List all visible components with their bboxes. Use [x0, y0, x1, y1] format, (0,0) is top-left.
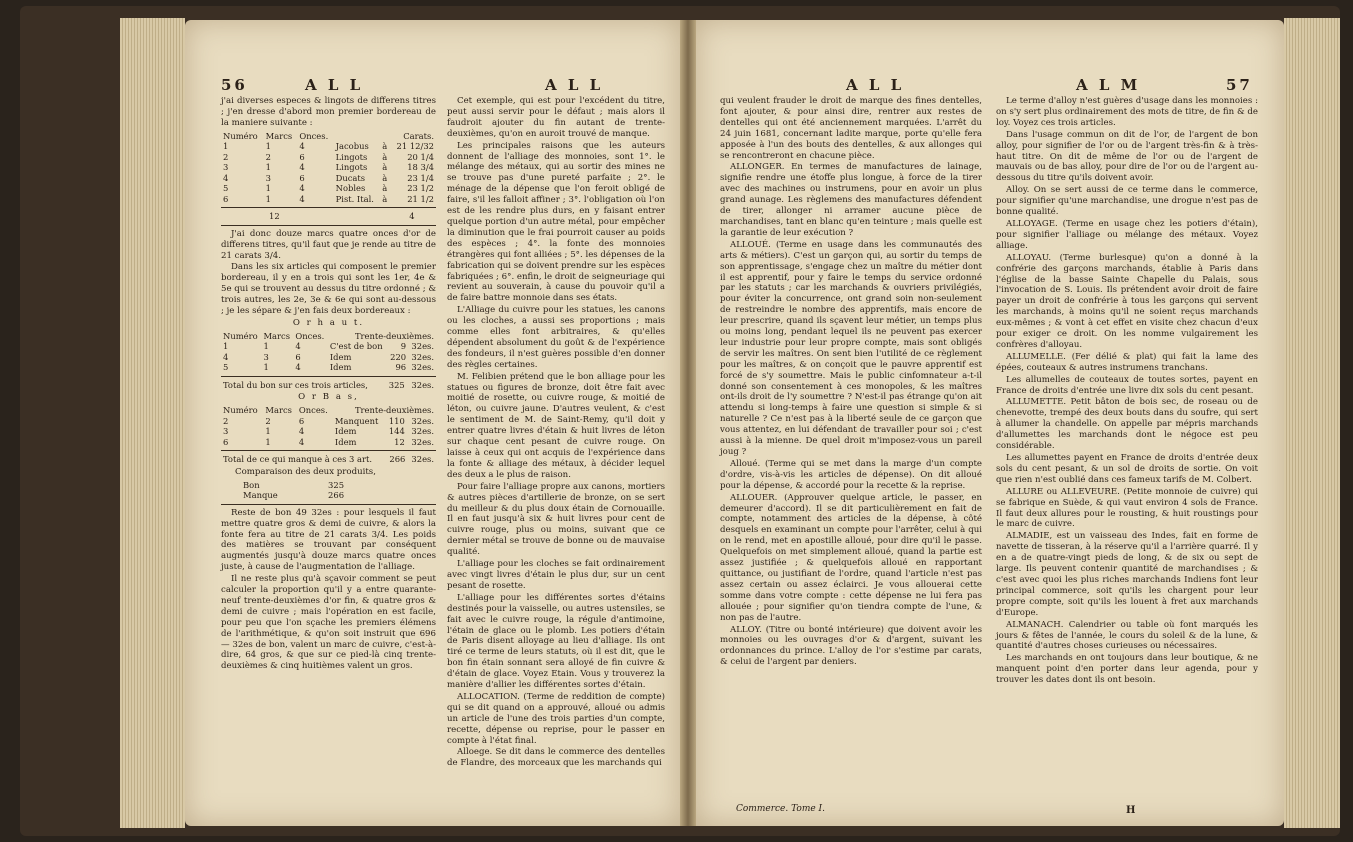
table-cell: 4: [299, 193, 305, 204]
table-cell: 6: [299, 151, 305, 162]
col-header: Onces.: [299, 130, 329, 141]
paragraph: Les principales raisons que les auteurs donnent de l'alliage des monnoies, sont 1°. le mélange des métaux, qui au sortir des mines ne se trouve pas d'une pureté parfaite ; 2°. le ménage de la dépense que l'on feroit obligé de faire, s'il les falloit affiner ; 3°. l'obligation où l'on est de les rendre plus durs, en y faisant entrer quelque portion d'un autre métal, pour empêcher la diminution que le frai pourroit causer au poids des espèces ; 4°. la fonte des monnoies étrangères qui font alliées ; 5°. les dépenses de la fabrication qui se doivent prendre sur les espèces fabriquées ; 6°. enfin, le droit de seigneuriage qui revient au souverain, à cause du pouvoir qu'il a de faire battre monnoie dans ses états.: [447, 140, 665, 304]
table-cell: C'est de bon: [329, 341, 383, 352]
right-page-edges: [1284, 18, 1340, 828]
table-row: [221, 416, 436, 427]
table-cell: 23 1/4: [407, 172, 434, 183]
total-value: 325: [388, 379, 405, 390]
col-header: Trente-deuxièmes.: [354, 330, 434, 341]
table-cell: 1: [265, 162, 271, 173]
total-onces: 4: [409, 211, 415, 222]
paragraph: Pour faire l'alliage propre aux canons, mortiers & autres pièces d'artillerie de bronze, on se sert du meilleur & du plus doux étain de Cornouaille. Il en faut jusqu'à six & huit livres pour cent de cuivre rouge, plus ou moins, suivant que ce dernier métal se trouve de bonne ou de mauvaise qualité.: [447, 481, 665, 558]
compare-value: 266: [328, 490, 345, 501]
paragraph: L'alliage pour les cloches se fait ordinairement avec vingt livres d'étain le plus dur, sur un cent pesant de rosette.: [447, 559, 665, 591]
table-cell: à: [382, 162, 388, 173]
table-cell: Manquent: [334, 415, 379, 426]
table-cell: 6: [298, 415, 305, 426]
running-head: A L L: [846, 76, 905, 94]
footer-volume: Commerce. Tome I.: [736, 804, 825, 814]
table-cell: 6: [299, 172, 305, 183]
table-cell: à: [382, 183, 388, 194]
left-column-2: [447, 96, 665, 770]
table-row: [221, 173, 436, 184]
table-cell: 6: [223, 436, 229, 447]
table-cell: 20 1/4: [407, 151, 434, 162]
table-cell: 4: [223, 172, 229, 183]
entry-allumette: ALLUMETTE. Petit bâton de bois sec, de roseau ou de chenevotte, trempé des deux bouts dans du soufre, qui sert à allumer la chandelle. On appelle par mépris marchands d'allumettes les marchands dont le négoce est peu considérable.: [996, 397, 1258, 452]
table-cell: 96: [395, 362, 407, 373]
col-header: Numéro: [223, 405, 258, 416]
table-cell: 2: [223, 151, 229, 162]
col-header: Onces.: [295, 330, 325, 341]
table-cell: 32es.: [411, 436, 434, 447]
entry-alloege: Alloege. Se dit dans le commerce des dentelles de Flandre, des morceaux que les marchands qui: [447, 747, 665, 769]
paragraph: Les allumelles de couteaux de toutes sortes, payent en France de droits d'entrée une livre dix sols du cent pesant.: [996, 374, 1258, 396]
table-cell: 32es.: [411, 415, 434, 426]
table-cell: Idem: [329, 351, 352, 362]
table-or-haut: [221, 331, 436, 373]
divider: [221, 207, 436, 208]
table-cell: 4: [299, 141, 305, 152]
running-head: A L M: [1076, 76, 1141, 94]
col-header: Carats.: [403, 130, 434, 141]
table-cell: 21 12/32: [396, 141, 434, 152]
paragraph: Les allumettes payent en France de droits d'entrée deux sols du cent pesant, & un sol de droits de sortie. On voit que rien n'est oublié dans ces fameux tarifs de M. Colbert.: [996, 453, 1258, 485]
table-cell: 4: [223, 351, 229, 362]
table-cell: 220: [390, 351, 407, 362]
table-cell: 5: [223, 183, 229, 194]
table-cell: Lingots: [335, 151, 368, 162]
table-row: [221, 194, 436, 205]
entry-allumelle: ALLUMELLE. (Fer délié & plat) qui fait la lame des épées, couteaux & autres instrumens tranchans.: [996, 351, 1258, 373]
paragraph: Dans l'usage commun on dit de l'or, de l'argent de bon alloy, pour signifier de l'or ou de l'argent très-fin & à très-haut titre. On dit de même de l'or ou de l'argent de mauvais ou de bas alloy, pour dire de l'or ou de l'argent au-dessous du titre qu'ils doivent avoir.: [996, 129, 1258, 184]
book-gutter: [680, 20, 696, 826]
table-cell: 1: [263, 362, 269, 373]
divider: [221, 376, 436, 377]
paragraph: Le terme d'alloy n'est guères d'usage dans les monnoies : on s'y sert plus ordinairement des mots de titre, de fin & de loy. Voyez ces trois articles.: [996, 96, 1258, 128]
table-row: [221, 183, 436, 194]
entry-alloyage: ALLOYAGE. (Terme en usage chez les potiers d'étain), pour signifier l'alliage ou mélange des métaux. Voyez alliage.: [996, 218, 1258, 251]
compare-value: 325: [328, 479, 345, 490]
table-cell: 2: [265, 151, 271, 162]
table-cell: Ducats: [335, 172, 366, 183]
page-number: 56: [221, 76, 248, 94]
total-label: Total de ce qui manque à ces 3 art.: [223, 454, 373, 465]
book: [20, 6, 1340, 836]
paragraph: Cet exemple, qui est pour l'excédent du titre, peut aussi servir pour le défaut ; mais alors il faudroit ajouter du fin autant de trente-deuxièmes, qu'on en auroit trouvé de manque.: [447, 96, 665, 139]
right-page: [696, 20, 1284, 826]
table-cell: 4: [295, 341, 301, 352]
compare-label: Manque: [243, 490, 278, 501]
table-cell: à: [382, 172, 388, 183]
col-header: Onces.: [298, 405, 328, 416]
table-cell: 5: [223, 362, 229, 373]
page-number: 57: [1226, 76, 1253, 94]
total-marcs: 12: [269, 211, 280, 222]
table-row: [221, 352, 436, 363]
left-page-edges: [120, 18, 185, 828]
table-cell: 4: [299, 162, 305, 173]
paragraph: Il ne reste plus qu'à sçavoir comment se peut calculer la proportion qu'il y a entre quarante-neuf trente-deuxièmes d'or fin, & quatre gros & demi de cuivre ; mais l'opération en est facile, pour peu que l'on sçache les premiers élémens de l'arithmétique, & qu'on soit instruit que 696 — 32es de bon, valent un marc de cuivre, c'est-à-dire, 64 gros, & que sur ce pied-là cinq trente-deuxièmes & cinq huitièmes valent un gros.: [221, 574, 436, 672]
table-row: [221, 341, 436, 352]
paragraph: J'ai donc douze marcs quatre onces d'or de differens titres, qu'il faut que je rende au titre de 21 carats 3/4.: [221, 228, 436, 261]
right-column-2: [996, 96, 1258, 687]
paragraph: qui veulent frauder le droit de marque des fines dentelles, font ajouter, & pour ainsi dire, rentrer aux restes de dentelles qui ont été anciennement marquées. L'arrêt du 24 juin 1681, concernant ladite marque, porte qu'elle fera apposée à l'un des bouts des dentelles, & aux allonges qui se rencontreront en chacune pièce.: [720, 96, 982, 161]
entry-allure: ALLURE ou ALLEVEURE. (Petite monnoie de cuivre) qui se fabrique en Suède, & qui vaut environ 4 sols de France. Il faut deux allures pour le rousting, & huit roustings pour le marc de cuivre.: [996, 486, 1258, 530]
table-cell: 1: [265, 141, 271, 152]
table-cell: 2: [265, 415, 271, 426]
entry-almanach: ALMANACH. Calendrier ou table où font marqués les jours & fêtes de l'année, le cours du soleil & de la lune, & quantité d'autres choses curieuses ou nécessaires.: [996, 619, 1258, 652]
table-cell: Lingots: [335, 162, 368, 173]
table-cell: 1: [223, 141, 229, 152]
table-cell: 9: [400, 341, 407, 352]
col-header: Numéro: [223, 330, 258, 341]
divider: [221, 225, 436, 226]
table-or-haut-total: [221, 380, 436, 391]
table-or-bas-total: [221, 454, 436, 465]
right-column-1: [720, 96, 982, 669]
paragraph: Dans les six articles qui composent le premier bordereau, il y en a trois qui sont les 1er, 4e & 5e qui se trouvent au dessus du titre ordonné ; & trois autres, les 2e, 3e & 6e qui sont au-dessous ; je les sépare & j'en fais deux bordereaux :: [221, 262, 436, 317]
table-cell: 3: [263, 351, 269, 362]
left-column-1: [221, 96, 436, 673]
table-cell: à: [382, 193, 388, 204]
table-cell: 32es.: [411, 426, 434, 437]
table-cell: 3: [265, 172, 271, 183]
section-heading: O r h a u t.: [292, 317, 365, 328]
table-cell: 3: [223, 426, 229, 437]
table-cell: 6: [295, 351, 301, 362]
table-cell: à: [382, 151, 388, 162]
table-cell: à: [382, 141, 388, 152]
divider: [221, 450, 436, 451]
entry-alloue-2: Alloué. (Terme qui se met dans la marge d'un compte d'ordre, vis-à-vis les articles de dépense). On dit alloué pour la dépense, & accordé pour la recette & la reprise.: [720, 458, 982, 491]
signature-mark: H: [1126, 805, 1136, 816]
col-header: Marcs: [265, 130, 293, 141]
table-row: [221, 437, 436, 448]
paragraph: M. Felibien prétend que le bon alliage pour les statues ou figures de bronze, doit être fait avec moitié de rosette, ou cuivre rouge, & moitié de léton, ou cuivre jaune. D'autres veulent, & c'est le sentiment de M. de Saint-Remy, qu'il doit y entrer quatre livres d'étain & huit livres de léton sur chaque cent pesant de cuivre rouge. On laisse à ceux qui ont acquis de l'expérience dans la fonte & alliage des métaux, à décider lequel des deux a le plus de raison.: [447, 371, 665, 480]
table-row: [221, 141, 436, 152]
table-cell: 1: [265, 436, 271, 447]
table-cell: Idem: [334, 436, 357, 447]
table-cell: Idem: [329, 362, 352, 373]
table-cell: Pist. Ital.: [335, 193, 374, 204]
table-row: [221, 152, 436, 163]
table-cell: 144: [388, 426, 405, 437]
table-cell: 32es.: [411, 341, 434, 352]
total-value: 266: [389, 454, 406, 465]
compare-label: Bon: [243, 479, 260, 490]
table-row: [221, 426, 436, 437]
table-cell: 18 3/4: [407, 162, 434, 173]
col-header: Numéro: [223, 130, 258, 141]
table-row: [221, 162, 436, 173]
table-cell: 4: [295, 362, 301, 373]
section-heading: O r B a s,: [298, 392, 359, 403]
table-cell: 4: [298, 436, 305, 447]
paragraph: j'ai diverses especes & lingots de differens titres ; j'en dresse d'abord mon premier bordereau de la maniere suivante :: [221, 96, 436, 128]
entry-allouer: ALLOUER. (Approuver quelque article, le passer, en demeurer d'accord). Il se dit particulièrement en fait de compte, notamment des articles de la dépense, à côté desquels en examinant un compte pour l'arrêter, celui à qui on le rend, met en apostille alloué, pour dire qu'il le passe. Quelquefois on met simplement alloué, quand la partie est assez justifiée ; & quelquefois alloué en rapportant quittance, ou justifiant de l'ordre, quand l'article n'est pas assez certain ou assez éclairci. Je vous allouerai cette somme dans votre compte : cette dépense ne lui fera pas allouée ; pour signifier qu'on tiendra compte de l'une, & non pas de l'autre.: [720, 492, 982, 623]
table-cell: 1: [223, 341, 229, 352]
table-cell: Idem: [334, 426, 357, 437]
table-cell: 2: [223, 415, 229, 426]
entry-almadie: ALMADIE, est un vaisseau des Indes, fait en forme de navette de tisseran, à la réserve qu'il a l'arrière quarré. Il y en a de quatre-vingt pieds de long, & de six ou sept de large. Ils peuvent contenir quantité de marchandises ; & c'est avec quoi les plus riches marchands Indiens font leur principal commerce, soit qu'ils les chargent pour leur propre compte, soit qu'ils les louent à fret aux marchands d'Europe.: [996, 531, 1258, 618]
entry-alloue: ALLOUÉ. (Terme en usage dans les communautés des arts & métiers). C'est un garçon qui, au sortir du temps de son apprentissage, s'engage chez un maître du métier dont il est apprentif, pour y faire le temps du service ordonné par les statuts ; car les marchands & ouvriers privilégiés, pour éviter la concurrence, ont grand soin non-seulement de restreindre le nombre des apprentifs, mais encore de leur prescrire, quand ils sçavent leur métier, un temps plus ou moins long, pendant lequel ils ne peuvent pas exercer leur industrie pour leur propre compte, mais sont obligés de servir les maîtres. On sent bien l'utilité de ce règlement pour les maîtres, & on conçoit que le pauvre apprentif est forcé de s'y soumettre. Mais le public cinfomnateur a-t-il donné son consentement à ces monopoles, & les maîtres ont-ils droit de l'y soumettre ? N'est-il pas étrange qu'on ait attendu si long-temps à faire une question si simple & si naturelle ? Ce n'est pas à la liberté seule de ce garçon que vous attentez, en lui défendant de travailler pour soi ; c'est aussi à la mienne. De quel droit m'imposez-vous un pareil joug ?: [720, 239, 982, 457]
divider: [221, 504, 436, 505]
table-cell: 1: [265, 426, 271, 437]
entry-allocation: ALLOCATION. (Terme de reddition de compte) qui se dit quand on a approuvé, alloué ou admis un article de l'une des trois parties d'un compte, recette, dépense ou reprise, pour le passer en compte à l'état final.: [447, 691, 665, 746]
table-cell: 4: [299, 183, 305, 194]
table-cell: 32es.: [411, 351, 434, 362]
table-cell: 12: [394, 436, 405, 447]
compare-table: [241, 480, 370, 501]
entry-alloyau: ALLOYAU. (Terme burlesque) qu'on a donné à la confrérie des garçons marchands, établie à Paris dans l'église de la basse Sainte Chapelle du Palais, sous l'invocation de S. Louis. Ils prétendent avoir droit de faire payer un droit de confrérie à tous les garçons qui servent les marchands, à moins qu'il ne soient reçus marchands eux-mêmes ; & vont à cet effet en visite chez chacun d'eux pour exiger ce droit. On les nomme vulgairement les confrères d'alloyau.: [996, 252, 1258, 350]
col-header: Trente-deuxièmes.: [354, 405, 434, 416]
compare-title: Comparaison des deux produits,: [235, 466, 376, 477]
running-head-center: A L L: [545, 76, 604, 94]
table-total: [221, 211, 436, 222]
paragraph: L'alliage pour les différentes sortes d'étains destinés pour la vaisselle, ou autres ustensiles, se fait avec le cuivre rouge, la régule d'antimoine, l'étain de glace ou le plomb. Les potiers d'étain de Paris disent alloyage au lieu d'alliage. Ils ont tiré ce terme de leurs statuts, où il est dit, que le bon fin étain sonnant sera alloyé de fin cuivre & d'étain de glace. Voyez Etain. Vous y trouverez la manière d'allier les différentes sortes d'étain.: [447, 592, 665, 691]
table-cell: 1: [263, 341, 269, 352]
col-header: Marcs: [265, 405, 292, 416]
table-cell: 4: [298, 426, 305, 437]
paragraph: Les marchands en ont toujours dans leur boutique, & ne manquent point d'en porter dans leur agenda, pour y trouver les dates dont ils ont besoin.: [996, 653, 1258, 686]
table-assay-1: [221, 131, 436, 205]
total-label: Total du bon sur ces trois articles,: [223, 379, 368, 390]
table-cell: Nobles: [335, 183, 366, 194]
total-unit: 32es.: [411, 379, 434, 390]
paragraph: L'Alliage du cuivre pour les statues, les canons ou les cloches, a aussi ses proportions ; mais comme elles font arbitraires, & qu'elles dépendent absolument du goût & de l'expérience des fondeurs, il n'est guères possible d'en donner des règles certaines.: [447, 305, 665, 370]
table-cell: Jacobus: [335, 141, 369, 152]
table-cell: 32es.: [411, 362, 434, 373]
table-cell: 6: [223, 193, 229, 204]
left-page: [185, 20, 680, 826]
table-cell: 1: [265, 183, 271, 194]
table-or-bas: [221, 405, 436, 447]
paragraph: Reste de bon 49 32es : pour lesquels il faut mettre quatre gros & demi de cuivre, & alors la fonte fera au titre de 21 carats 3/4. Les poids des matières se trouvant par conséquent augmentés jusqu'à douze marcs quatre onces juste, à cause de l'augmentation de l'alliage.: [221, 507, 436, 573]
entry-allonger: ALLONGER. En termes de manufactures de lainage, signifie rendre une étoffe plus longue, à force de la tirer avec des machines ou instrumens, pour en avoir un plus grand aunage. Les règlemens des manufactures défendent de tirer, allonger ni arramer aucune pièce de marchandises, tant en blanc qu'en teinture ; mais quelle est la garantie de leur exécution ?: [720, 162, 982, 238]
col-header: Marcs: [263, 330, 291, 341]
table-cell: 23 1/2: [407, 183, 434, 194]
table-cell: 3: [223, 162, 229, 173]
entry-alloy-2: Alloy. On se sert aussi de ce terme dans le commerce, pour signifier qu'une marchandise, une drogue n'est pas de bonne qualité.: [996, 185, 1258, 218]
running-head: A L L: [305, 76, 364, 94]
entry-alloy: ALLOY. (Titre ou bonté intérieure) que doivent avoir les monnoies ou les ouvrages d'or & d'argent, suivant les ordonnances du prince. L'alloy de l'or s'estime par carats, & celui de l'argent par deniers.: [720, 624, 982, 668]
table-cell: 110: [388, 415, 405, 426]
table-cell: 1: [265, 193, 271, 204]
table-cell: 21 1/2: [407, 193, 434, 204]
table-row: [221, 362, 436, 373]
total-unit: 32es.: [411, 454, 434, 465]
